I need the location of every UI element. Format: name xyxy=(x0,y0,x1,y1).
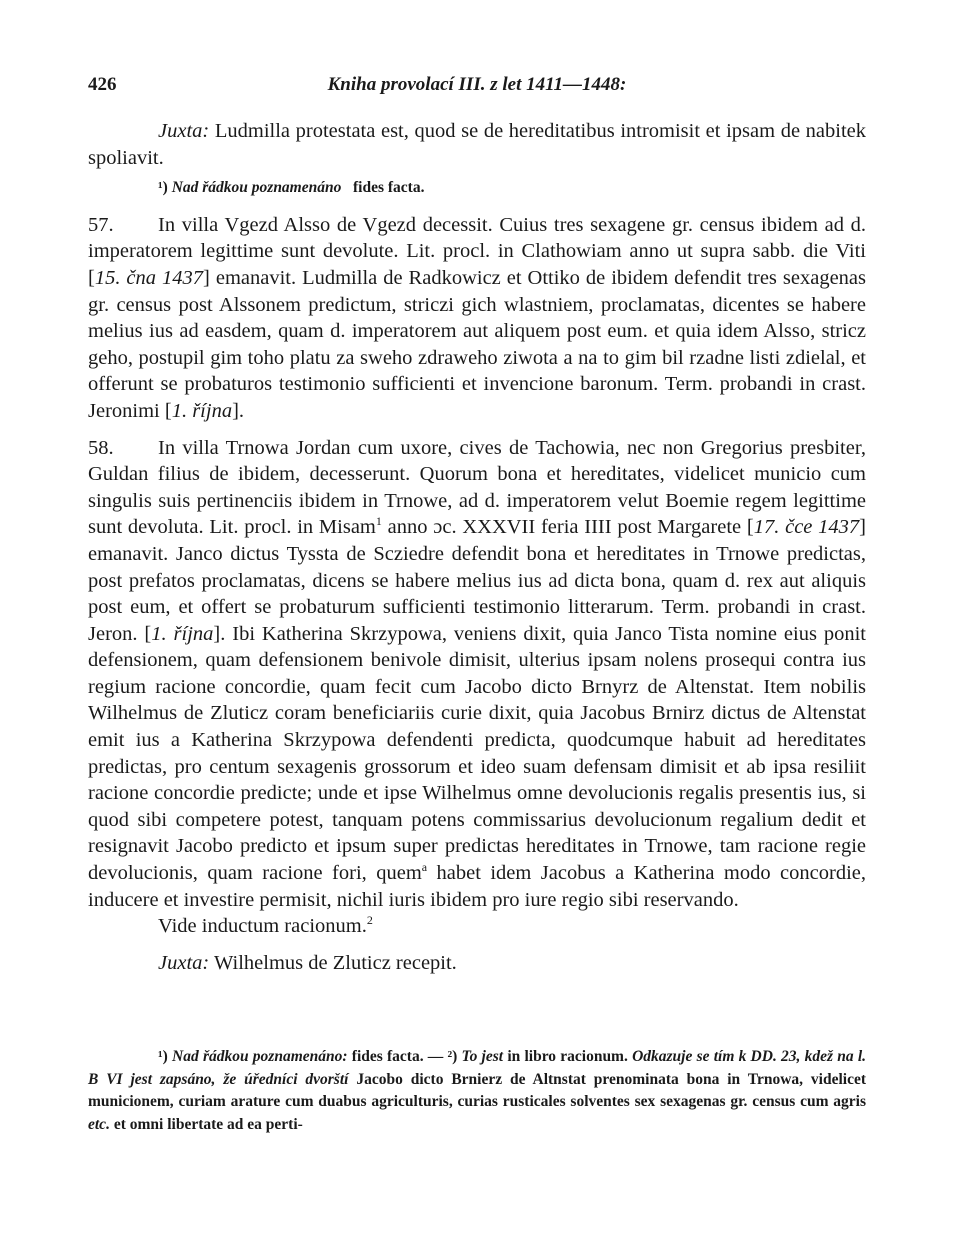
juxta-paragraph xyxy=(88,118,866,171)
note-text: fides facta. xyxy=(353,179,425,197)
juxta-text: Wilhelmus de Zluticz recepit. xyxy=(214,951,457,974)
juxta-text: Ludmilla protestata est, quod se de hereditatibus intromisit et ipsam de nabitek spoliavit. xyxy=(88,120,867,169)
entry-text: anno ɔc. XXXVII feria IIII post Margarete [ xyxy=(381,516,754,539)
entry-number: 57. xyxy=(88,213,114,236)
page-header xyxy=(88,74,866,104)
entry-number: 58. xyxy=(88,436,114,459)
entry-text: In villa Trnowa Jordan cum uxore, cives de Tachowia, nec non Gregorius presbiter, Guldan filius de ibidem, decesserunt. Quorum bona et hereditates, videlicet municio cum singulis suis pertinenciis ibidem in Trnowe, ad d. imperatorem velut Boemie regem legittime sunt devoluta. Lit. procl. in Misam xyxy=(88,436,866,539)
juxta-paragraph xyxy=(88,950,866,977)
entry-text: ] emanavit. Janco dictus Tyssta de Scziedre defendit bona et hereditates in Trnowe predictas, post prefatos proclamatas, dicens se habere melius ius ad dicta bona, quam d. rex aut aliquis post eum, et offert se probaturum sufficienti testimonio litterarum. Term. probandi in crast. Jeron. [ xyxy=(88,516,866,645)
footnote-text: in libro racionum. xyxy=(507,1048,628,1065)
footnote-mark: ¹) xyxy=(158,1048,168,1065)
entry-text: ]. Ibi Katherina Skrzypowa, veniens dixit, quia Janco Tista nomine eius ponit defensionem, quam defensionem benivole dimisit, ulterius ipsam nolens prosequi contra ius regium racione concordie, quam fecit cum Jacobo dicto Brnyrz de Altenstat. Item nobilis Wilhelmus de Zluticz coram beneficiariis curie dixit, quia Jacobus Brnirz dictus de Altenstat emit ius a Katherina Skrzypowa defendenti predicta, quodcumque habuit ad hereditates predictas, pro centum sexagenis grossorum et ideo suam defensam dimisit et ab ipsa resiliit racione concordie predicte; unde et ipse Wilhelmus omne devolucionis regalis presentis ius, si quod sibi competere potest, tanquam potens commissarius devolucionum regalium dedit et resignavit Jacobo predicto et ipsum super predictas hereditates in Trnowe, tam racione regie devolucionis, quam racione fori, quem xyxy=(88,622,866,885)
running-title: Kniha provolací III. z let 1411—1448: xyxy=(327,74,627,95)
inline-note xyxy=(88,175,866,202)
entry-date: 15. čna 1437 xyxy=(94,266,204,289)
footnote-block xyxy=(88,1046,866,1136)
footnote-text: Jacobo dicto Brnierz de Altnstat prenominata bona in Trnowa, videlicet municionem, curiam arature cum duabus agriculturis, curias rusticales solventes sex sexagenas gr. census cum agris xyxy=(88,1070,867,1110)
footnote-mark: ²) xyxy=(447,1048,458,1065)
entry-58 xyxy=(88,435,866,914)
page-number: 426 xyxy=(88,74,117,95)
footnote-ref: 2 xyxy=(366,913,373,928)
entry-text: habet idem Jacobus a Katherina modo concordie, inducere et investire permisit, nichil iuris ibidem pro iure regio sibi reservando. xyxy=(88,862,866,911)
entry-57 xyxy=(88,212,866,425)
entry-text: ] emanavit. Ludmilla de Radkowicz et Ottiko de ibidem defendit tres sexagenas gr. census post Alssonem predictum, striczi gich wlastniem, proclamatas, dicentes se habere melius ius ad easdem, quam d. imperatorem aut aliquem post eum. et quia idem Alsso, stricz geho, postupil gim toho platu za sweho zdraweho ziwota a na to gim bil rzadne listi zdielal, et offerunt se probaturos testimonio sufficienti et invencione baronum. Term. probandi in crast. Jeronimi [ xyxy=(88,266,866,422)
footnote-ref: 1 xyxy=(375,514,382,529)
entry-date: 17. čce 1437 xyxy=(753,516,860,539)
note-mark: ¹) xyxy=(158,179,168,197)
footnote-italic: To jest xyxy=(461,1048,504,1065)
footnote-text: fides facta. — xyxy=(351,1048,444,1065)
footnote-italic: Odkazuje se tím k DD. 23, kdež na l. B VI jest zapsáno, že úředníci dvorští xyxy=(88,1048,867,1088)
juxta-label: Juxta: xyxy=(158,120,210,142)
main-text xyxy=(88,118,866,976)
footnote-italic: etc. xyxy=(88,1115,110,1133)
juxta-label: Juxta: xyxy=(158,951,210,974)
footnote-ref: a xyxy=(421,860,428,875)
entry-text: ]. xyxy=(232,399,245,422)
entry-date: 1. října xyxy=(151,622,214,645)
vide-text: Vide inductum racionum. xyxy=(158,915,367,938)
footnotes xyxy=(88,1046,866,1136)
footnote-text: et omni libertate ad ea perti- xyxy=(113,1115,303,1133)
footnote-italic: Nad řádkou poznamenáno: xyxy=(172,1048,348,1065)
entry-text: In villa Vgezd Alsso de Vgezd decessit. Cuius tres sexagene gr. census ibidem ad d. imperatorem legittime sunt devolute. Lit. procl. in Clathowiam anno ut supra sabb. die Viti [ xyxy=(88,213,866,289)
note-italic: Nad řádkou poznamenáno xyxy=(171,179,342,197)
vide-line xyxy=(88,913,866,940)
entry-date: 1. října xyxy=(171,399,233,422)
